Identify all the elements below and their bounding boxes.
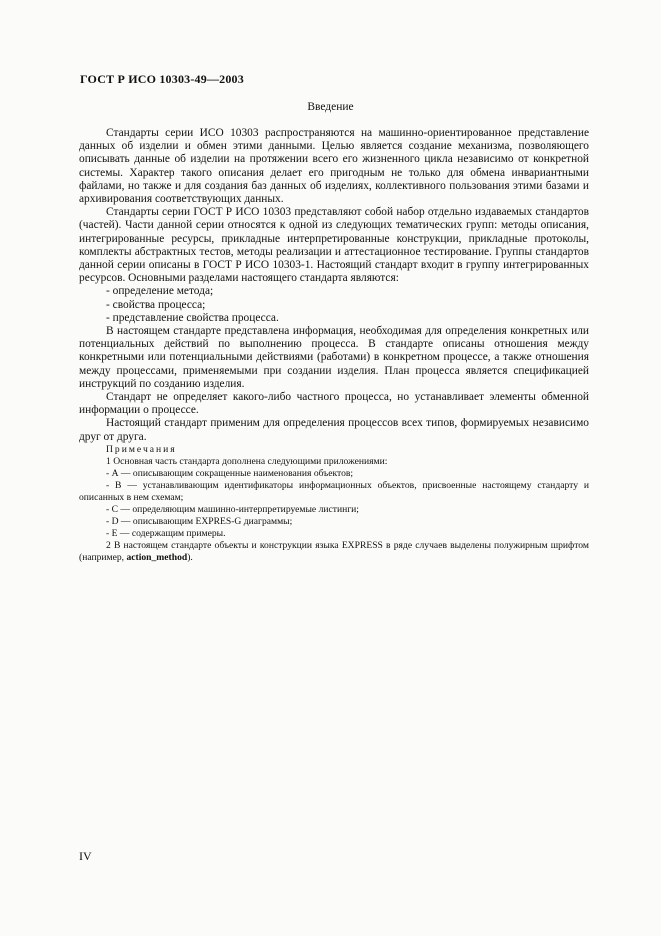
paragraph-2: Стандарты серии ГОСТ Р ИСО 10303 представляют собой набор отдельно издаваемых стандартов (частей). Части данной серии относятся к одной из следующих тематических групп: методы описания, интегрированные ресурсы, прикладные интерпретированные конструкции, прикладные протоколы, комплекты абстрактных тестов, методы реализации и аттестационное тестирование. Группы стандартов данной серии описаны в ГОСТ Р ИСО 10303-1. Настоящий стандарт входит в группу интегрированных ресурсов. Основными разделами настоящего стандарта являются: (79, 206, 589, 285)
paragraph-3: В настоящем стандарте представлена информация, необходимая для определения конкретных или потенциальных действий по выполнению процесса. В стандарте описаны отношения между конкретными или потенциальными действиями (работами) в конкретном процессе, а также отношения между процессами, применяемыми при создании изделия. План процесса является спецификацией инструкций по созданию изделия. (79, 325, 589, 390)
notes-block (79, 444, 589, 564)
paragraph-5: Настоящий стандарт применим для определения процессов всех типов, формируемых независимо друг от друга. (79, 417, 589, 443)
list-item: - определение метода; (106, 285, 214, 298)
note-2-text: 2 В настоящем стандарте объекты и конструкции языка EXPRESS в ряде случаев выделены полужирным шрифтом (например, (79, 539, 589, 563)
document-header: ГОСТ Р ИСО 10303-49—2003 (80, 72, 244, 86)
paragraph-1: Стандарты серии ИСО 10303 распространяются на машинно-ориентированное представление данных об изделии и обмен этими данными. Целью является создание механизма, позволяющего описывать данные об изделии на протяжении всего его жизненного цикла независимо от конкретной системы. Характер такого описания делает его пригодным не только для обмена инвариантными файлами, но также и для создания баз данных об изделиях, коллективного пользования этими базами и архивирования соответствующих данных. (79, 127, 589, 206)
list-item: - свойства процесса; (106, 298, 206, 311)
code-example: action_method (126, 551, 188, 563)
paragraph-4: Стандарт не определяет какого-либо частного процесса, но устанавливает элементы обменной информации о процессе. (79, 391, 589, 417)
list-item: - представление свойства процесса. (106, 311, 279, 324)
annex-item: - А — описывающим сокращенные наименования объектов; (106, 467, 354, 479)
page-number: IV (79, 849, 92, 863)
annex-item: - С — определяющим машинно-интерпретируемые листинги; (106, 503, 359, 515)
note-2-end: ). (187, 551, 193, 563)
annex-item: - D — описывающим EXPRES-G диаграммы; (106, 515, 293, 527)
document-body (79, 127, 589, 564)
section-title: Введение (307, 101, 354, 113)
annex-item: - В — устанавливающим идентификаторы информационных объектов, присвоенные настоящему стандарту и описанных в нем схемам; (79, 479, 589, 503)
annex-item: - Е — содержащим примеры. (106, 527, 226, 539)
notes-heading: Примечания (106, 443, 177, 455)
note-1: 1 Основная часть стандарта дополнена следующими приложениями: (106, 455, 388, 467)
note-2 (79, 540, 589, 564)
